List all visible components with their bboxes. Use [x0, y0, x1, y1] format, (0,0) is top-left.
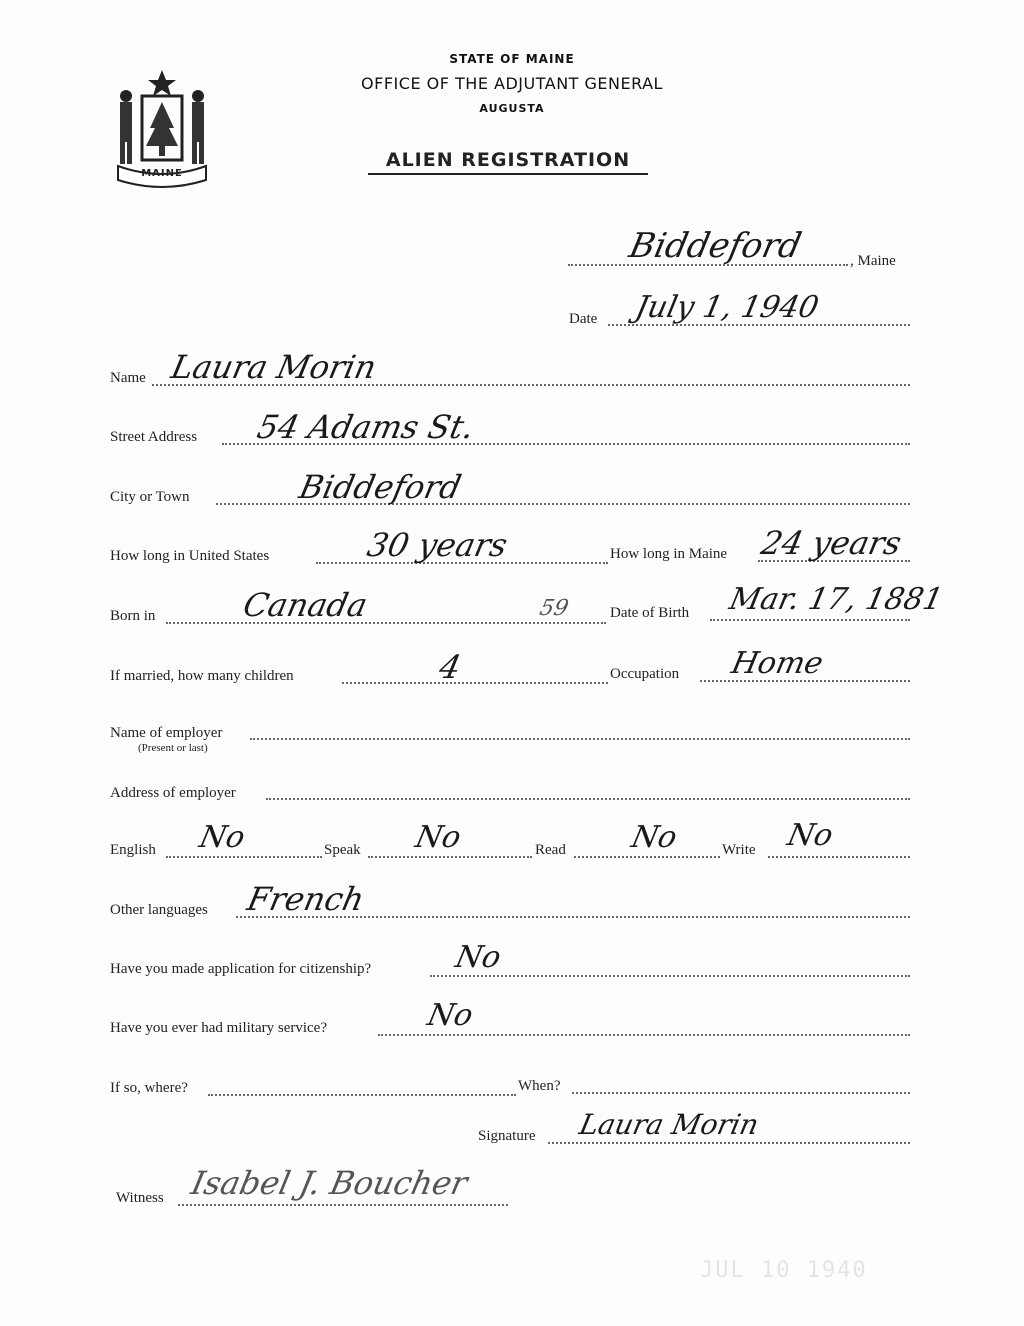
witness-value: Isabel J. Boucher	[187, 1164, 471, 1202]
citizenship-value: No	[452, 940, 505, 975]
born-line	[166, 622, 606, 624]
citizenship-label: Have you made application for citizenship?	[110, 961, 372, 977]
dob-value: Mar. 17, 1881	[726, 582, 947, 617]
town-value: Biddeford	[625, 226, 805, 266]
seal-text: MAINE	[141, 168, 183, 179]
read-value: No	[628, 820, 681, 855]
english-line	[166, 856, 322, 858]
city-label: City or Town	[110, 489, 190, 505]
received-stamp: JUL 10 1940	[700, 1258, 868, 1283]
english-label: English	[110, 842, 156, 858]
maine-long-label: How long in Maine	[610, 546, 728, 562]
maine-label: , Maine	[850, 253, 896, 269]
when-line	[572, 1092, 910, 1094]
employer-address-line	[266, 798, 910, 800]
other-lang-value: French	[243, 880, 368, 918]
write-label: Write	[722, 842, 756, 858]
age-note: 59	[537, 596, 571, 621]
date-label: Date	[569, 311, 598, 327]
speak-label: Speak	[324, 842, 361, 858]
header-state: STATE OF MAINE	[449, 52, 575, 66]
read-label: Read	[535, 842, 566, 858]
maine-long-value: 24 years	[757, 524, 905, 562]
dob-label: Date of Birth	[610, 605, 690, 621]
street-value: 54 Adams St.	[253, 408, 478, 446]
where-line	[208, 1094, 516, 1096]
other-lang-label: Other languages	[110, 902, 208, 918]
speak-value: No	[412, 820, 465, 855]
read-line	[574, 856, 720, 858]
header-office: OFFICE OF THE ADJUTANT GENERAL	[361, 74, 663, 93]
military-value: No	[424, 998, 477, 1033]
born-value: Canada	[239, 586, 371, 624]
signature-line	[548, 1142, 910, 1144]
where-label: If so, where?	[110, 1080, 188, 1096]
witness-label: Witness	[116, 1190, 164, 1206]
when-label: When?	[518, 1078, 561, 1094]
children-line	[342, 682, 608, 684]
header-city: AUGUSTA	[479, 102, 545, 115]
city-value: Biddeford	[295, 468, 465, 506]
us-value: 30 years	[363, 526, 511, 564]
us-label: How long in United States	[110, 548, 270, 564]
witness-line	[178, 1204, 508, 1206]
born-label: Born in	[110, 608, 156, 624]
dob-line	[710, 619, 910, 621]
occupation-label: Occupation	[610, 666, 680, 682]
name-value: Laura Morin	[167, 348, 380, 386]
write-value: No	[784, 818, 837, 853]
children-value: 4	[435, 648, 465, 686]
military-label: Have you ever had military service?	[110, 1020, 327, 1036]
employer-sub: (Present or last)	[138, 742, 208, 754]
date-value: July 1, 1940	[632, 290, 822, 325]
page-title: ALIEN REGISTRATION	[368, 149, 648, 175]
children-label: If married, how many children	[110, 668, 294, 684]
name-label: Name	[110, 370, 146, 386]
write-line	[768, 856, 910, 858]
employer-address-label: Address of employer	[110, 785, 236, 801]
signature-value: Laura Morin	[576, 1108, 762, 1141]
employer-label: Name of employer	[110, 725, 223, 741]
citizenship-line	[430, 975, 910, 977]
occupation-value: Home	[728, 646, 827, 681]
speak-line	[368, 856, 532, 858]
street-label: Street Address	[110, 429, 198, 445]
employer-line	[250, 738, 910, 740]
signature-label: Signature	[478, 1128, 536, 1144]
military-line	[378, 1034, 910, 1036]
english-value: No	[196, 820, 249, 855]
